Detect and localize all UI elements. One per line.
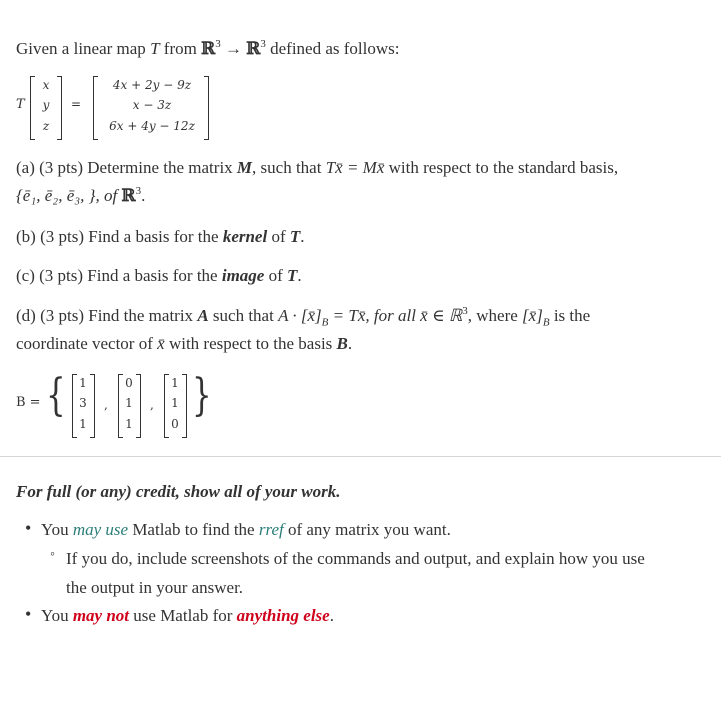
intro-from-word: from <box>163 39 197 58</box>
input-vector-x: x <box>42 78 50 92</box>
basis-vector-3-entry-1: 1 <box>171 376 179 390</box>
intro-map-name: T <box>150 39 160 58</box>
input-vector-z: z <box>42 119 50 133</box>
output-vector-row-1: 4x + 2y − 9z <box>112 78 192 92</box>
part-c-of: of <box>268 266 283 285</box>
part-d-eq-right: = Tx̄, for all x̄ ∈ ℝ <box>332 306 463 325</box>
definition-lhs-label: T <box>16 97 25 112</box>
basis-vector-2-entry-1: 0 <box>125 376 133 390</box>
bullet-1-mid: Matlab to find the <box>132 520 255 539</box>
basis-vector-3-entry-3: 0 <box>171 417 179 431</box>
output-vector-row-3: 6x + 4y − 12z <box>109 119 195 133</box>
intro-arrow: → <box>224 39 242 58</box>
basis-vector-3-bracket-right <box>182 374 187 438</box>
part-a-equation: Tx̄ = Mx̄ <box>325 158 385 177</box>
bullet-1-post: of any matrix you want. <box>287 520 451 539</box>
part-b-of: of <box>271 227 286 246</box>
part-d-mid2: , where <box>467 306 518 325</box>
part-d-coord-sub: B <box>542 316 550 329</box>
basis-vector-3-entry-2: 1 <box>171 396 179 410</box>
intro-suffix: defined as follows: <box>270 39 400 58</box>
basis-vector-1-entry-2: 3 <box>79 396 87 410</box>
basis-set-open-brace: { <box>46 370 66 421</box>
sub-bullet-line-1: If you do, include screenshots of the commands and output, and explain how you use <box>66 549 645 568</box>
part-b-line <box>16 226 305 248</box>
instructions-heading: For full (or any) credit, show all of your work. <box>16 482 341 501</box>
part-a-line-2 <box>16 185 145 207</box>
bullet-2-emphasis-2: anything else <box>236 606 330 625</box>
part-b-keyword: kernel <box>222 227 268 246</box>
part-d-coord: [x̄] <box>522 306 543 325</box>
output-bracket-right <box>204 76 209 140</box>
basis-vector-1-entry-3: 1 <box>79 417 87 431</box>
output-vector-row-2: x − 3z <box>132 98 172 112</box>
intro-domain-exp: 3 <box>215 38 221 50</box>
part-a-space-exp: 3 <box>135 185 142 197</box>
part-a-matrix: M <box>236 158 253 177</box>
part-d-xbar: x̄ <box>157 334 165 353</box>
part-d-basis-sub: B <box>321 316 329 329</box>
basis-vector-1-entry-1: 1 <box>79 376 87 390</box>
intro-codomain: ℝ <box>246 39 261 59</box>
sub-bullet-dot: ◦ <box>50 547 55 562</box>
part-a-mid2: with respect to the standard basis, <box>388 158 619 177</box>
part-a-space: ℝ <box>121 186 136 206</box>
bullet-1-rref: rref <box>258 520 284 539</box>
basis-vector-2-bracket-right <box>136 374 141 438</box>
part-d-matrix: A <box>197 306 209 325</box>
intro-prefix: Given a linear map <box>16 39 146 58</box>
bullet-1 <box>41 516 451 544</box>
part-a-basis-set: {ē₁, ē₂, ē₃, }, of <box>16 186 118 205</box>
part-a-mid1: , such that <box>252 158 322 177</box>
definition-equals: = <box>71 97 82 111</box>
input-bracket-left <box>30 76 35 140</box>
part-d-line-1 <box>16 305 590 327</box>
part-d-mid1: such that <box>212 306 274 325</box>
part-d-line-2 <box>16 333 352 355</box>
part-a-line-1 <box>16 157 618 179</box>
part-a-end: . <box>141 186 146 205</box>
basis-set-close-brace: } <box>192 370 212 421</box>
basis-separator-2: , <box>150 398 154 412</box>
bullet-1-pre: You <box>41 520 69 539</box>
part-b-end: . <box>300 227 305 246</box>
part-b-label: (b) (3 pts) Find a basis for the <box>16 227 219 246</box>
basis-separator-1: , <box>104 398 108 412</box>
intro-domain: ℝ <box>201 39 216 59</box>
part-a-label: (a) (3 pts) Determine the matrix <box>16 158 233 177</box>
bullet-dot-2: • <box>25 604 32 624</box>
basis-set-label: B = <box>16 395 41 410</box>
part-c-target: T <box>287 266 298 285</box>
part-c-end: . <box>297 266 302 285</box>
basis-vector-2-entry-3: 1 <box>125 417 133 431</box>
input-bracket-right <box>57 76 62 140</box>
part-d-eq-left: A · [x̄] <box>278 306 322 325</box>
sub-bullet-line-2: the output in your answer. <box>66 578 244 597</box>
part-d-label: (d) (3 pts) Find the matrix <box>16 306 194 325</box>
part-b-target: T <box>289 227 301 246</box>
basis-vector-1-bracket-right <box>90 374 95 438</box>
intro-codomain-exp: 3 <box>260 38 266 50</box>
part-d-mid3: is the <box>553 306 591 325</box>
intro-line <box>16 38 399 60</box>
part-d-space-exp: 3 <box>462 305 468 317</box>
part-c-label: (c) (3 pts) Find a basis for the <box>16 266 218 285</box>
basis-vector-2-entry-2: 1 <box>125 396 133 410</box>
input-vector-y: y <box>42 98 50 112</box>
part-d-end: . <box>347 334 353 353</box>
bullet-2 <box>41 602 334 630</box>
bullet-2-emphasis: may not <box>72 606 130 625</box>
part-d-line2-text: coordinate vector of <box>16 334 153 353</box>
part-d-basis: B <box>336 334 348 353</box>
bullet-2-mid: use Matlab for <box>133 606 233 625</box>
part-c-keyword: image <box>221 266 265 285</box>
bullet-2-pre: You <box>41 606 69 625</box>
part-d-line2-mid: with respect to the basis <box>168 334 333 353</box>
bullet-2-post: . <box>329 606 334 625</box>
bullet-dot-1: • <box>25 518 32 538</box>
bullet-1-emphasis: may use <box>72 520 129 539</box>
section-divider <box>0 456 721 457</box>
part-c-line <box>16 265 302 287</box>
